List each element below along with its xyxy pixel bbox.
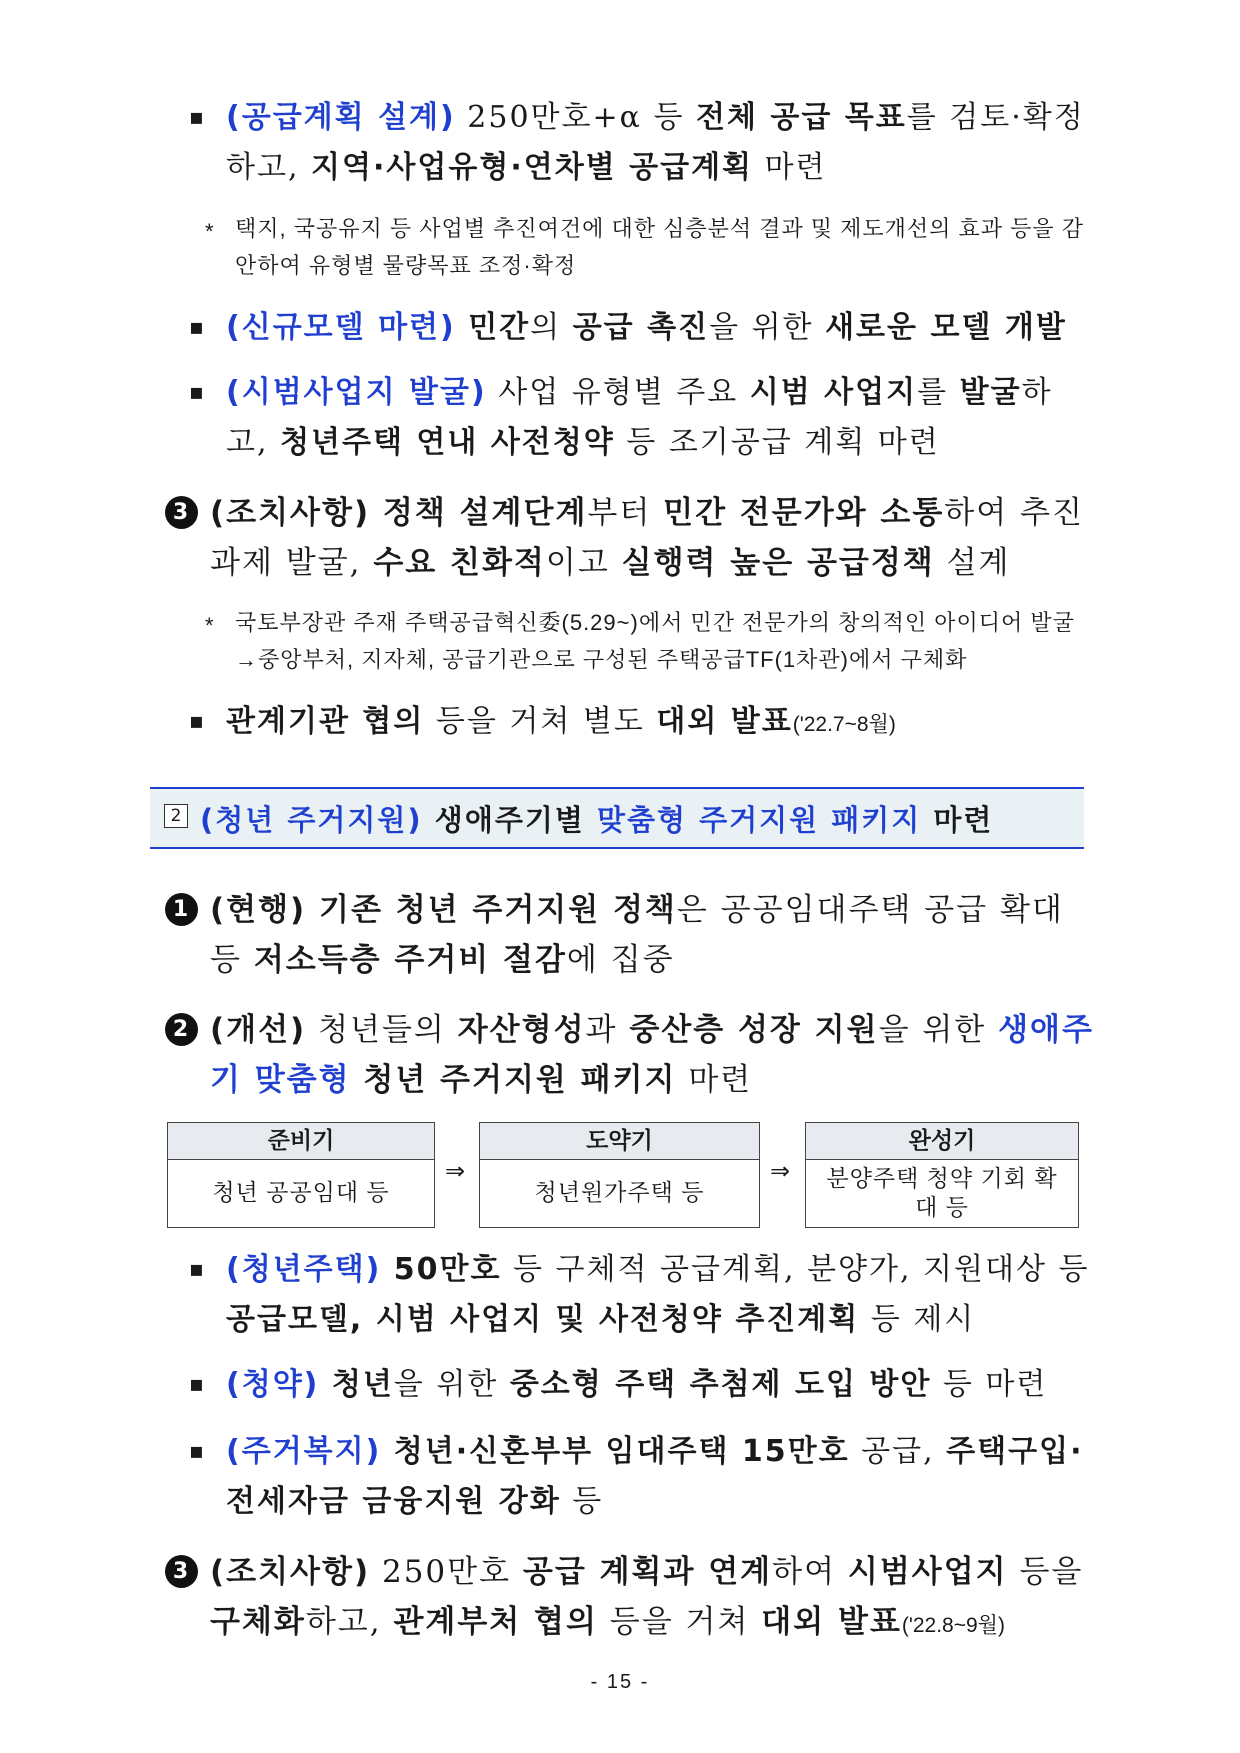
lifecycle-box-leap [479,1122,760,1228]
item-action-plan-1: 3 (조치사항) 정책 설계단계부터 민간 전문가와 소통하여 추진 과제 발굴, 수요 친화적이고 실행력 높은 공급정책 설계 [165,488,1095,588]
bullet-pilot-site: ▪ (시범사업지 발굴) 사업 유형별 주요 시범 사업지를 발굴하고, 청년주택 연내 사전청약 등 조기공급 계획 마련 [192,368,1092,468]
bullet-lead-label: (청약) [226,1367,320,1402]
bullet-subscription: ▪ (청약) 청년을 위한 중소형 주택 추첨제 도입 방안 등 마련 [192,1360,1092,1410]
bullet-lead-label: (시범사업지 발굴) [226,375,487,410]
double-arrow-right-icon: ⇒ [770,1157,791,1185]
lifecycle-box-content: 청년 공공임대 등 [212,1179,390,1205]
item-action-plan-2: 3 (조치사항) 250만호 공급 계획과 연계하여 시범사업지 등을 구체화하고, 관계부처 협의 등을 거쳐 대외 발표('22.8~9월) [165,1547,1095,1651]
item-lead-label: (조치사항) [210,495,371,531]
bullet-agency-consultation: ▪ 관계기관 협의 등을 거쳐 별도 대외 발표('22.7~8월) [192,697,1092,750]
bullet-supply-plan-design: ▪ (공급계획 설계) 250만호+α 등 전체 공급 목표를 검토·확정 하고, 지역·사업유형·연차별 공급계획 마련 [192,93,1092,193]
double-arrow-right-icon: ⇒ [445,1157,466,1185]
item-current-status: 1 (현행) 기존 청년 주거지원 정책은 공공임대주택 공급 확대 등 저소득층 주거비 절감에 집중 [165,885,1095,985]
lifecycle-box-title: 준비기 [168,1123,434,1160]
bullet-housing-welfare: ▪ (주거복지) 청년·신혼부부 임대주택 15만호 공급, 주택구입· 전세자금 금융지원 강화 등 [192,1427,1092,1527]
bullet-lead-label: (청년주택) [226,1252,382,1287]
lifecycle-box-content: 분양주택 청약 기회 확대 등 [826,1164,1058,1220]
lifecycle-box-title: 도약기 [480,1123,759,1160]
lifecycle-box-completion [805,1122,1079,1228]
item-lead-label: (조치사항) [210,1554,371,1590]
bullet-youth-housing: ▪ (청년주택) 50만호 등 구체적 공급계획, 분양가, 지원대상 등 공급모델, 시범 사업지 및 사전청약 추진계획 등 제시 [192,1245,1092,1345]
item-lead-label: (개선) [210,1012,307,1048]
footnote-innovation-committee: * 국토부장관 주재 주택공급혁신委(5.29~)에서 민간 전문가의 창의적인 아이디어 발굴→중앙부처, 지자체, 공급기관으로 구성된 주택공급TF(1차관)에서 구체화 [205,604,1095,678]
lifecycle-box-content: 청년원가주택 등 [534,1179,705,1205]
square-bullet-icon: ▪ [189,105,206,130]
number-1-circle-icon: 1 [165,893,198,926]
bullet-lead-label: (주거복지) [226,1434,382,1469]
bullet-lead-label: (공급계획 설계) [226,100,456,135]
section-lead-label: (청년 주거지원) [200,803,423,837]
lifecycle-box-preparation [167,1122,435,1228]
square-bullet-icon: ▪ [189,315,206,340]
section-heading-youth-housing: 2 (청년 주거지원) 생애주기별 맞춤형 주거지원 패키지 마련 [150,787,1084,849]
number-3-circle-icon: 3 [165,1555,198,1588]
square-bullet-icon: ▪ [189,1372,206,1397]
square-bullet-icon: ▪ [189,709,206,734]
square-bullet-icon: ▪ [189,1257,206,1282]
square-bullet-icon: ▪ [189,380,206,405]
page-number: - 15 - [590,1671,650,1693]
section-number-box: 2 [164,804,188,828]
item-lead-label: (현행) [210,892,307,928]
number-2-circle-icon: 2 [165,1013,198,1046]
lifecycle-box-title: 완성기 [806,1123,1078,1160]
item-improvement: 2 (개선) 청년들의 자산형성과 중산층 성장 지원을 위한 생애주기 맞춤형 청년 주거지원 패키지 마련 [165,1005,1095,1105]
bullet-new-model: ▪ (신규모델 마련) 민간의 공급 촉진을 위한 새로운 모델 개발 [192,303,1092,353]
square-bullet-icon: ▪ [189,1439,206,1464]
asterisk-marker: * [205,613,215,638]
bullet-lead-label: (신규모델 마련) [226,310,456,345]
asterisk-marker: * [205,219,215,244]
footnote-target-adjustment: * 택지, 국공유지 등 사업별 추진여건에 대한 심층분석 결과 및 제도개선의 효과 등을 감안하여 유형별 물량목표 조정·확정 [205,210,1095,284]
number-3-circle-icon: 3 [165,496,198,529]
